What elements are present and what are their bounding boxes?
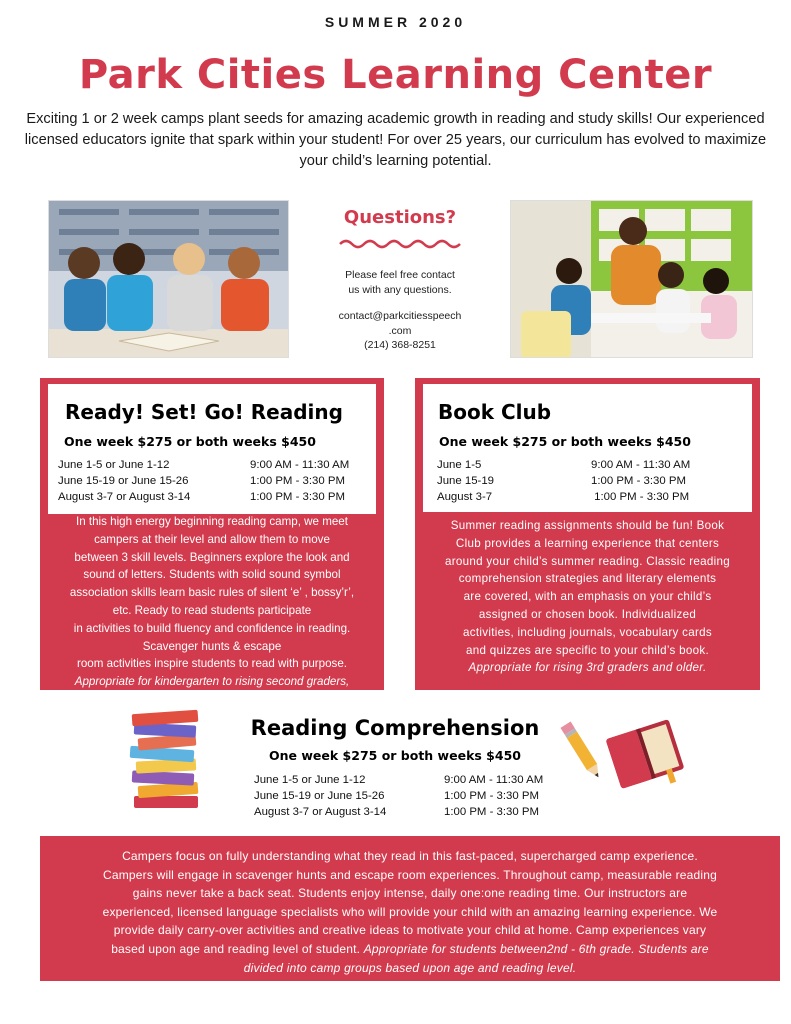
schedule-time: 9:00 AM - 11:30 AM xyxy=(250,459,350,471)
season-label: SUMMER 2020 xyxy=(324,14,467,30)
wavy-divider xyxy=(338,238,462,250)
comprehension-description xyxy=(60,847,760,977)
schedule-row xyxy=(254,772,543,788)
pencil-icon xyxy=(560,718,604,784)
questions-text-line: us with any questions. xyxy=(348,284,452,296)
description-line: Club provides a learning experience that centers xyxy=(455,536,720,550)
reading-camp-title: Ready! Set! Go! Reading xyxy=(65,400,343,424)
book-club-info-panel xyxy=(423,384,752,512)
teacher-classroom-illustration xyxy=(511,201,753,358)
description-line: Campers focus on fully understanding what they read in this fast-paced, supercharged camp experience. xyxy=(122,849,698,863)
description-line: in activities to build fluency and confidence in reading. xyxy=(73,621,351,635)
schedule-time: 1:00 PM - 3:30 PM xyxy=(591,475,686,487)
contact-email[interactable] xyxy=(310,309,490,338)
book-club-card xyxy=(415,378,760,690)
audience-note: Appropriate for kindergarten to rising second graders, xyxy=(74,675,350,689)
contact-phone[interactable]: (214) 368-8251 xyxy=(364,339,436,351)
description-line: campers at their level and allow them to move xyxy=(94,532,330,546)
schedule-time: 9:00 AM - 11:30 AM xyxy=(591,459,691,471)
schedule-dates: June 1-5 or June 1-12 xyxy=(58,459,170,471)
reading-camp-price: One week $275 or both weeks $450 xyxy=(64,434,316,449)
stacked-books-icon xyxy=(128,708,210,810)
description-line: gains never take a back seat. Students enjoy intense, daily one:one reading time. Our instructors are xyxy=(132,886,688,901)
comprehension-title: Reading Comprehension xyxy=(250,716,540,740)
book-club-title: Book Club xyxy=(438,400,552,424)
contact-block xyxy=(310,309,490,353)
schedule-dates: June 15-19 or June 15-26 xyxy=(254,790,385,802)
schedule-row xyxy=(254,788,543,804)
description-line: Campers will engage in scavenger hunts and escape room experiences. Throughout camp, measurable reading xyxy=(102,867,718,882)
description-line: room activities inspire students to read with purpose. xyxy=(76,657,347,671)
book-club-schedule xyxy=(437,457,690,505)
audience-note: Appropriate for rising 3rd graders and older. xyxy=(468,661,707,675)
children-reading-illustration xyxy=(49,201,289,358)
schedule-dates: June 15-19 or June 15-26 xyxy=(58,475,189,487)
description-line: are covered, with an emphasis on your child’s xyxy=(463,590,712,604)
reading-camp-description xyxy=(42,513,382,691)
page-title: Park Cities Learning Center xyxy=(78,52,713,98)
schedule-row xyxy=(58,457,349,473)
description-line: Scavenger hunts & escape xyxy=(142,639,282,653)
schedule-dates: August 3-7 xyxy=(437,491,493,503)
book-club-description xyxy=(417,517,758,677)
schedule-dates: June 1-5 xyxy=(437,459,482,471)
description-line: In this high energy beginning reading camp, we meet xyxy=(76,515,348,528)
book-club-price: One week $275 or both weeks $450 xyxy=(439,434,691,449)
children-reading-photo xyxy=(48,200,289,358)
contact-email-line: .com xyxy=(388,324,412,337)
description-line: and quizzes are specific to your child’s book. xyxy=(465,643,709,657)
schedule-row xyxy=(437,457,690,473)
teacher-classroom-photo xyxy=(510,200,753,358)
audience-note: Appropriate for students between2nd - 6th grade. Students are xyxy=(363,941,709,956)
description-line: etc. Ready to read students participate xyxy=(112,603,312,617)
description-line: experienced, licensed language specialists who will provide your child with an amazing learning experience. We xyxy=(102,904,718,919)
reading-camp-card xyxy=(40,378,384,690)
contact-email-line: contact@parkcitiesspeech xyxy=(338,310,462,322)
schedule-dates: June 1-5 or June 1-12 xyxy=(254,774,366,786)
schedule-time: 9:00 AM - 11:30 AM xyxy=(444,774,544,786)
open-book-icon xyxy=(600,716,690,792)
schedule-dates: August 3-7 or August 3-14 xyxy=(254,806,387,818)
schedule-row xyxy=(437,473,690,489)
description-line: Summer reading assignments should be fun! Book xyxy=(450,519,725,532)
description-line: comprehension strategies and literary elements xyxy=(458,572,717,586)
schedule-row xyxy=(58,489,349,505)
schedule-time: 1:00 PM - 3:30 PM xyxy=(250,475,345,487)
reading-camp-info-panel xyxy=(48,384,376,514)
schedule-time: 1:00 PM - 3:30 PM xyxy=(250,491,345,503)
schedule-row xyxy=(254,804,543,820)
schedule-row xyxy=(58,473,349,489)
comprehension-price: One week $275 or both weeks $450 xyxy=(269,748,521,763)
audience-note: divided into camp groups based upon age and reading level. xyxy=(243,960,577,975)
description-line: sound of letters. Students with solid sound symbol xyxy=(83,568,341,582)
schedule-dates: June 15-19 xyxy=(437,475,494,487)
description-line: between 3 skill levels. Beginners explore the look and xyxy=(74,550,350,564)
description-line: assigned or chosen book. Individualized xyxy=(478,607,697,621)
reading-camp-schedule xyxy=(58,457,349,505)
questions-text-line: Please feel free contact xyxy=(345,269,455,281)
schedule-dates: August 3-7 or August 3-14 xyxy=(58,491,191,503)
intro-paragraph: Exciting 1 or 2 week camps plant seeds for amazing academic growth in reading and study skills! Our experienced licensed educators ignite that spark within your student! For over 25 years, our curriculum has evolved to maximize your child’s learning potential. xyxy=(24,111,767,169)
questions-heading: Questions? xyxy=(343,207,457,228)
description-line: association skills learn basic rules of silent ‘e’ , bossy’r’, xyxy=(69,586,355,600)
schedule-time: 1:00 PM - 3:30 PM xyxy=(591,491,690,503)
questions-text xyxy=(310,268,490,298)
description-line: around your child’s summer reading. Classic reading xyxy=(444,554,731,568)
schedule-time: 1:00 PM - 3:30 PM xyxy=(444,790,539,802)
description-line: provide daily carry-over activities and creative ideas to motivate your child at home. Camp experiences vary xyxy=(113,923,707,938)
description-text: based upon age and reading level of student. xyxy=(111,941,364,956)
description-line: activities, including journals, vocabulary cards xyxy=(463,625,712,639)
schedule-row xyxy=(437,489,690,505)
description-line xyxy=(60,940,760,959)
schedule-time: 1:00 PM - 3:30 PM xyxy=(444,806,539,818)
comprehension-schedule xyxy=(254,772,543,820)
